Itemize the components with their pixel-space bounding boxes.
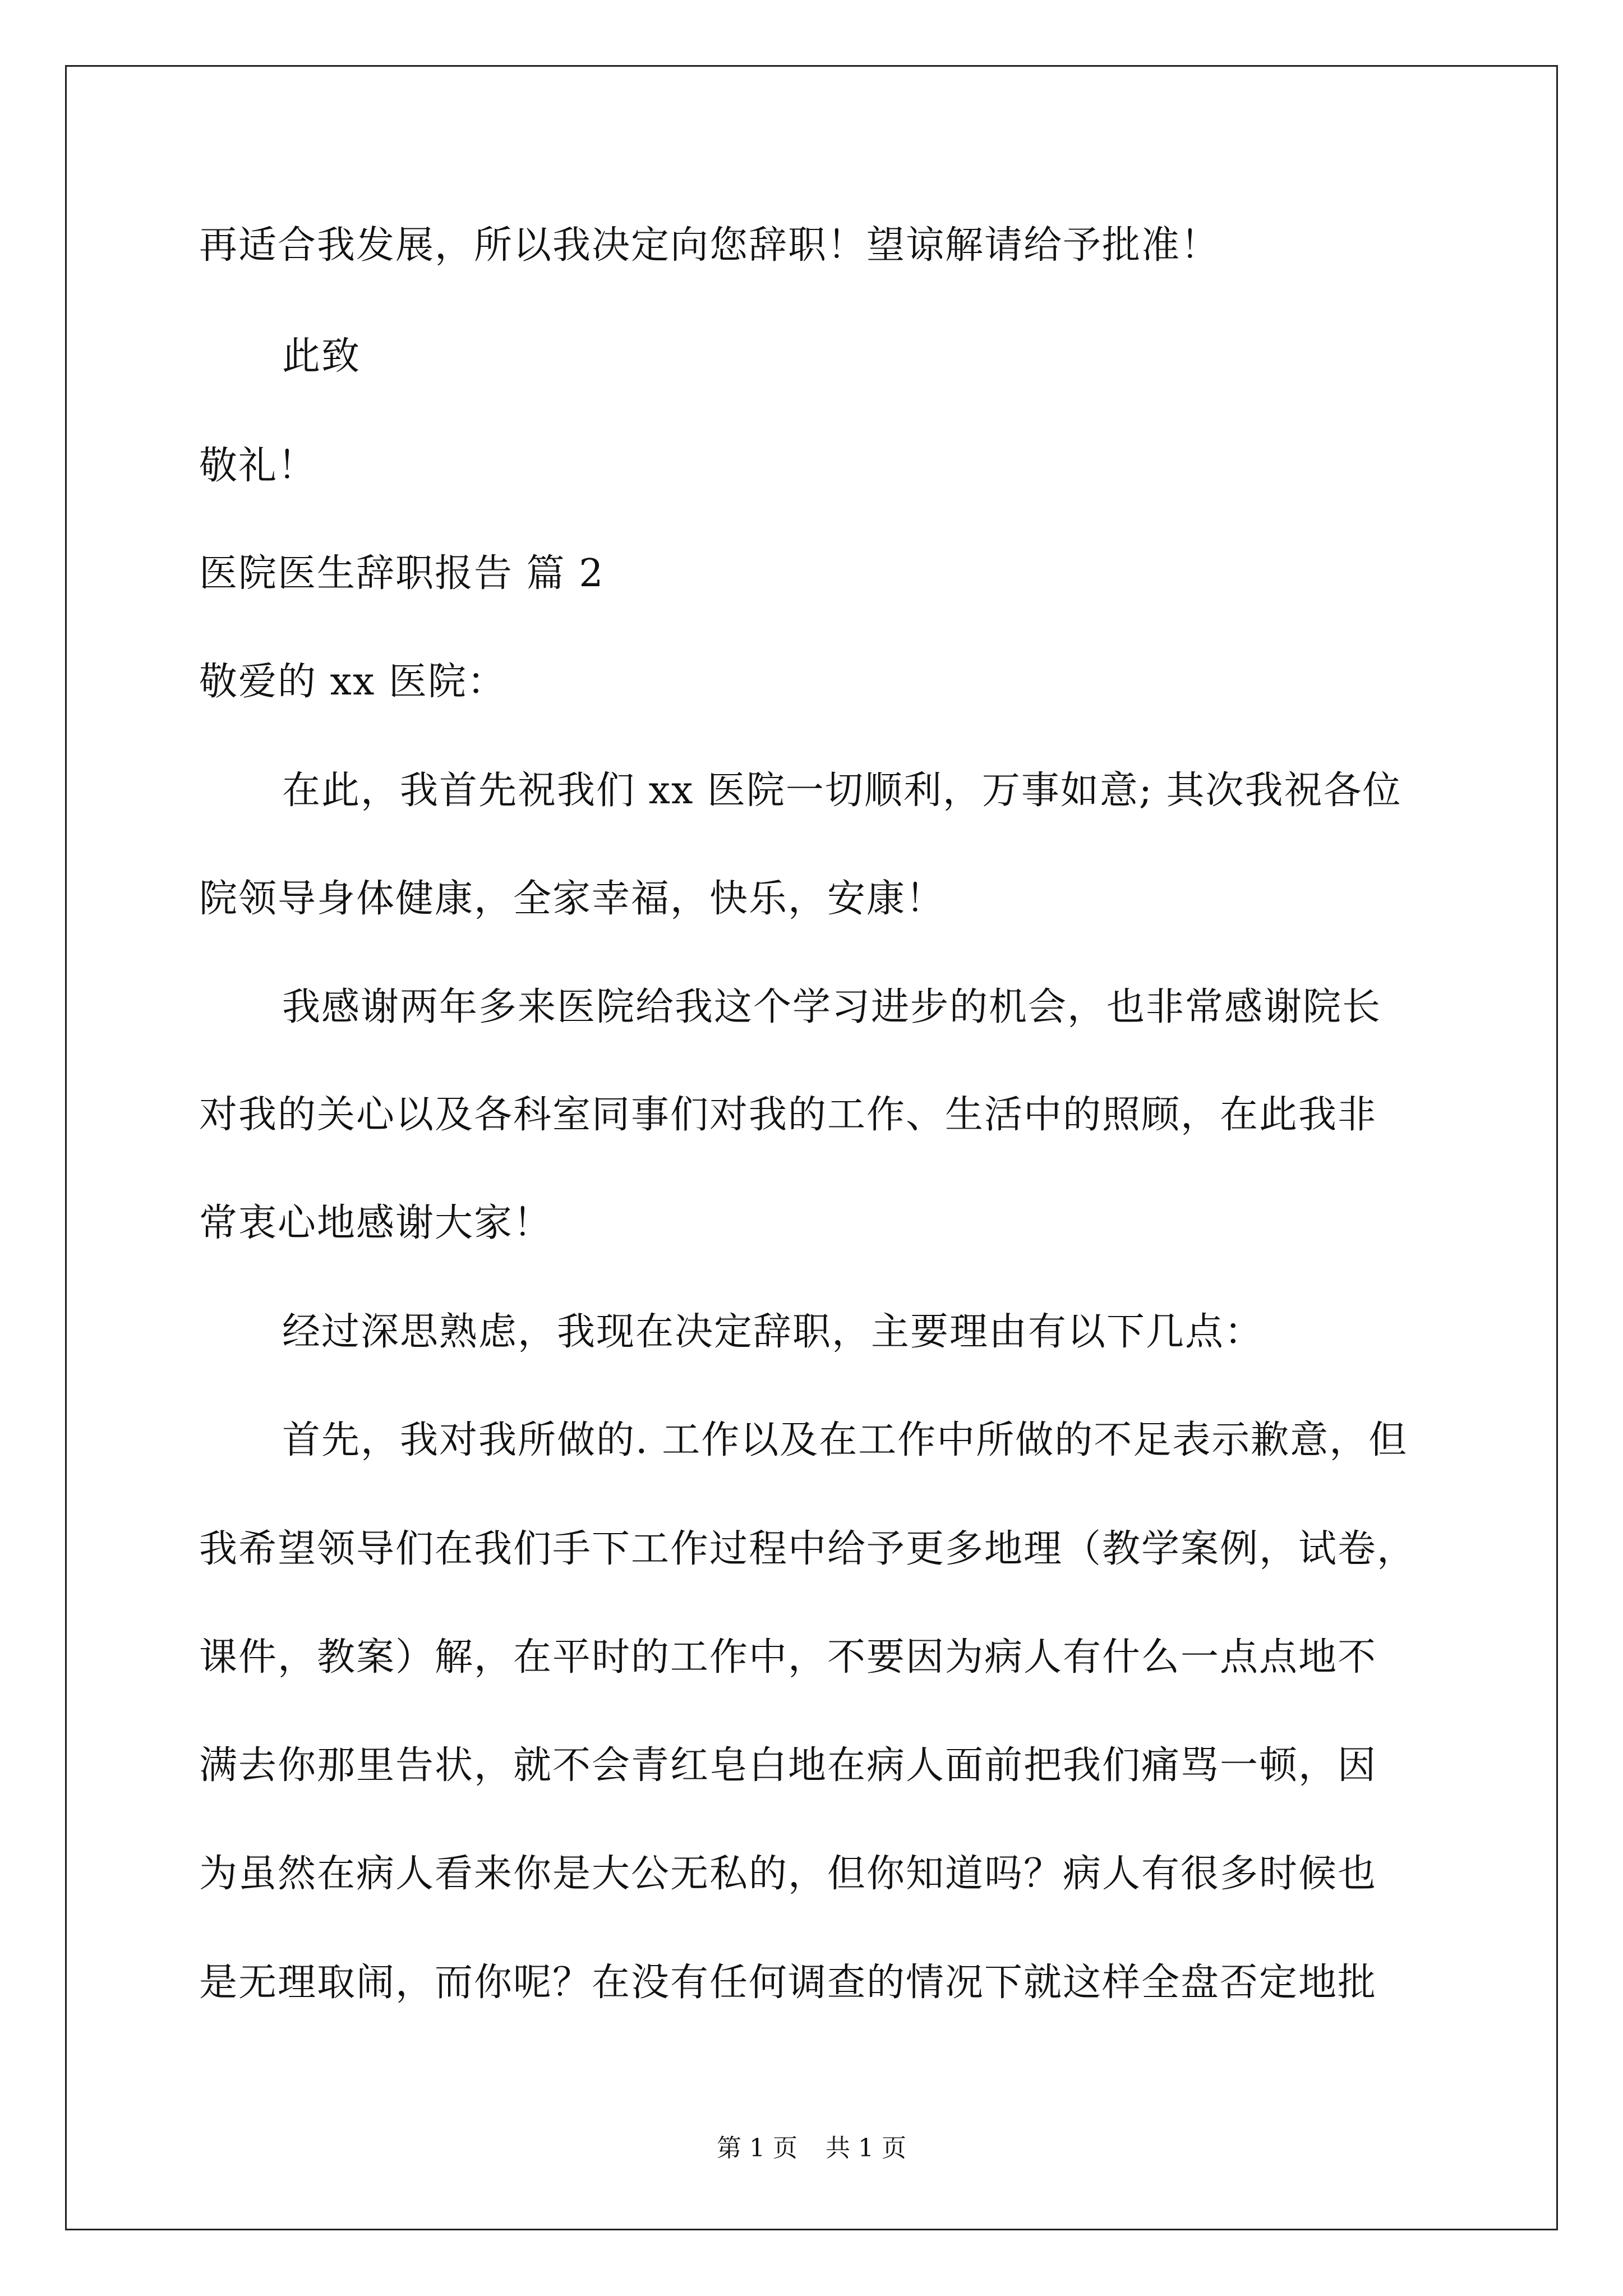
text-line: 首先，我对我所做的. 工作以及在工作中所做的不足表示歉意，但 — [282, 1418, 1408, 1462]
text-line: 此致 — [282, 334, 361, 379]
section-heading: 医院医生辞职报告 篇 2 — [199, 551, 605, 596]
salutation: 敬爱的 xx 医院： — [199, 660, 506, 704]
text-line: 是无理取闹，而你呢？在没有任何调查的情况下就这样全盘否定地批 — [199, 1961, 1377, 2005]
text-line: 敬礼！ — [199, 444, 317, 488]
text-line: 经过深思熟虑，我现在决定辞职，主要理由有以下几点： — [282, 1310, 1264, 1354]
text-line: 在此，我首先祝我们 xx 医院一切顺利，万事如意; 其次我祝各位 — [282, 769, 1402, 813]
text-line: 常衷心地感谢大家！ — [199, 1201, 553, 1245]
page-total: 共 1 页 — [826, 2134, 906, 2162]
page-number: 第 1 页 — [717, 2134, 797, 2162]
text-line: 我希望领导们在我们手下工作过程中给予更多地理（教学案例，试卷， — [199, 1527, 1417, 1571]
text-line: 对我的关心以及各科室同事们对我的工作、生活中的照顾，在此我非 — [199, 1093, 1377, 1137]
text-line: 再适合我发展，所以我决定向您辞职！望谅解请给予批准！ — [199, 223, 1220, 268]
text-line: 满去你那里告状，就不会青红皂白地在病人面前把我们痛骂一顿，因 — [199, 1743, 1377, 1788]
text-line: 为虽然在病人看来你是大公无私的，但你知道吗？病人有很多时候也 — [199, 1852, 1377, 1896]
text-line: 院领导身体健康，全家幸福，快乐，安康！ — [199, 877, 946, 921]
page-footer — [0, 2132, 1623, 2165]
text-line: 我感谢两年多来医院给我这个学习进步的机会，也非常感谢院长 — [282, 985, 1382, 1029]
text-line: 课件，教案）解，在平时的工作中，不要因为病人有什么一点点地不 — [199, 1635, 1377, 1680]
page-border — [65, 65, 1558, 2230]
